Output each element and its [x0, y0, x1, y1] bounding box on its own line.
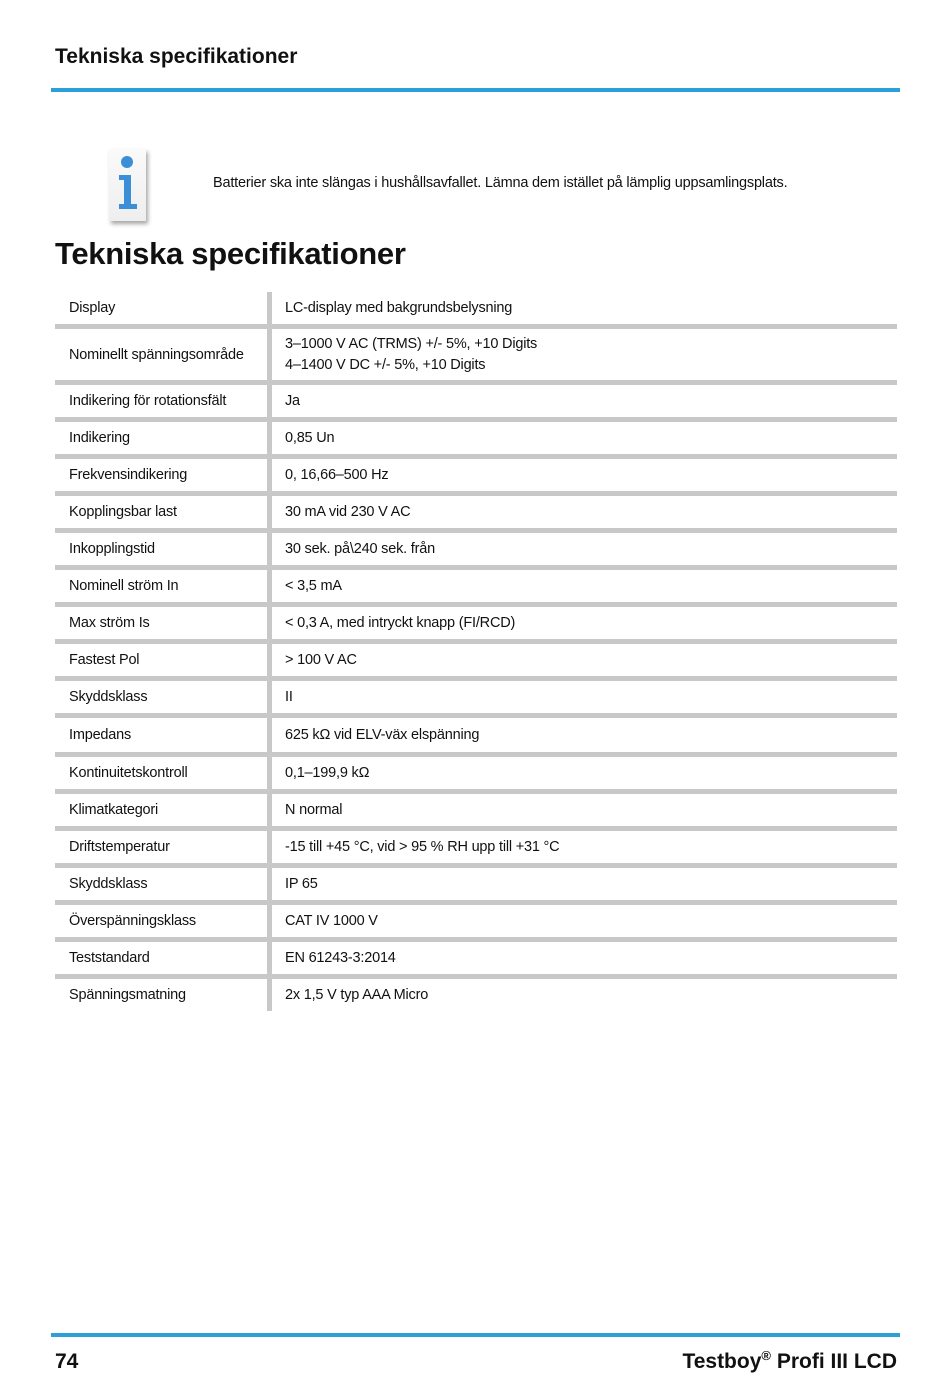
spec-row-indication	[55, 422, 897, 454]
spec-value-line: 3–1000 V AC (TRMS) +/- 5%, +10 Digits	[285, 335, 538, 352]
spec-label: Överspänningsklass	[69, 913, 196, 929]
spec-label: Max ström Is	[69, 615, 150, 631]
spec-row-ip-rating	[55, 868, 897, 900]
spec-row-test-standard	[55, 942, 897, 974]
spec-value: 2x 1,5 V typ AAA Micro	[285, 987, 429, 1003]
spec-label: Teststandard	[69, 950, 150, 966]
spec-row-overvoltage-category	[55, 905, 897, 937]
spec-value: Ja	[285, 393, 300, 409]
spec-value-line: 4–1400 V DC +/- 5%, +10 Digits	[285, 356, 486, 373]
spec-row-frequency	[55, 459, 897, 491]
spec-row-protection-class	[55, 681, 897, 713]
spec-value: EN 61243-3:2014	[285, 950, 396, 966]
spec-label: Indikering	[69, 430, 130, 446]
spec-value: II	[285, 689, 293, 705]
product-brand: Testboy	[682, 1350, 762, 1373]
section-heading: Tekniska specifikationer	[55, 236, 406, 271]
spec-row-impedance	[55, 718, 897, 752]
registered-mark: ®	[761, 1348, 771, 1363]
spec-value: -15 till +45 °C, vid > 95 % RH upp till +31 °C	[285, 839, 560, 855]
spec-label: Fastest Pol	[69, 652, 140, 668]
spec-row-climate-category	[55, 794, 897, 826]
spec-label: Impedans	[69, 727, 132, 743]
spec-row-duty-time	[55, 533, 897, 565]
product-model: Profi III LCD	[771, 1350, 897, 1373]
spec-row-power-supply	[55, 979, 897, 1011]
spec-row-switchable-load	[55, 496, 897, 528]
spec-label: Inkopplingstid	[69, 541, 155, 557]
spec-value: 30 mA vid 230 V AC	[285, 504, 411, 520]
footer-rule	[51, 1333, 900, 1337]
page-number: 74	[55, 1350, 79, 1373]
spec-label: Kontinuitetskontroll	[69, 765, 188, 781]
spec-label: Nominell ström In	[69, 578, 179, 594]
spec-value: 30 sek. på\240 sek. från	[285, 541, 435, 557]
page-header-title: Tekniska specifikationer	[55, 45, 298, 68]
spec-row-nominal-current	[55, 570, 897, 602]
spec-value: IP 65	[285, 876, 318, 892]
spec-row-display	[55, 292, 897, 324]
spec-row-operating-temperature	[55, 831, 897, 863]
spec-value: > 100 V AC	[285, 652, 357, 668]
spec-value	[272, 329, 897, 380]
spec-value: CAT IV 1000 V	[285, 913, 378, 929]
spec-label: Display	[69, 300, 116, 316]
spec-value: LC-display med bakgrundsbelysning	[285, 300, 513, 316]
spec-label: Klimatkategori	[69, 802, 159, 818]
spec-row-voltage-range	[55, 329, 897, 380]
spec-row-fastest-pol	[55, 644, 897, 676]
spec-value: 0, 16,66–500 Hz	[285, 467, 389, 483]
spec-label: Frekvensindikering	[69, 467, 188, 483]
product-name	[682, 1348, 897, 1374]
spec-label: Indikering för rotationsfält	[69, 393, 227, 409]
spec-value: 0,1–199,9 kΩ	[285, 765, 370, 781]
spec-row-continuity	[55, 757, 897, 789]
info-icon	[109, 149, 146, 221]
spec-label: Kopplingsbar last	[69, 504, 177, 520]
spec-value: < 3,5 mA	[285, 578, 342, 594]
spec-table	[55, 292, 897, 1011]
spec-value: 0,85 Un	[285, 430, 335, 446]
spec-row-rotation-field	[55, 385, 897, 417]
spec-label: Driftstemperatur	[69, 839, 170, 855]
battery-disposal-notice: Batterier ska inte slängas i hushållsavfallet. Lämna dem istället på lämplig uppsamlingsplats.	[213, 175, 788, 191]
spec-label: Skyddsklass	[69, 876, 148, 892]
spec-value: < 0,3 A, med intryckt knapp (FI/RCD)	[285, 615, 516, 631]
header-rule	[51, 88, 900, 92]
spec-label: Spänningsmatning	[69, 987, 186, 1003]
spec-row-max-current	[55, 607, 897, 639]
spec-label: Nominellt spänningsområde	[69, 346, 244, 363]
spec-value: N normal	[285, 802, 343, 818]
spec-label: Skyddsklass	[69, 689, 148, 705]
spec-value: 625 kΩ vid ELV-väx elspänning	[285, 727, 480, 743]
